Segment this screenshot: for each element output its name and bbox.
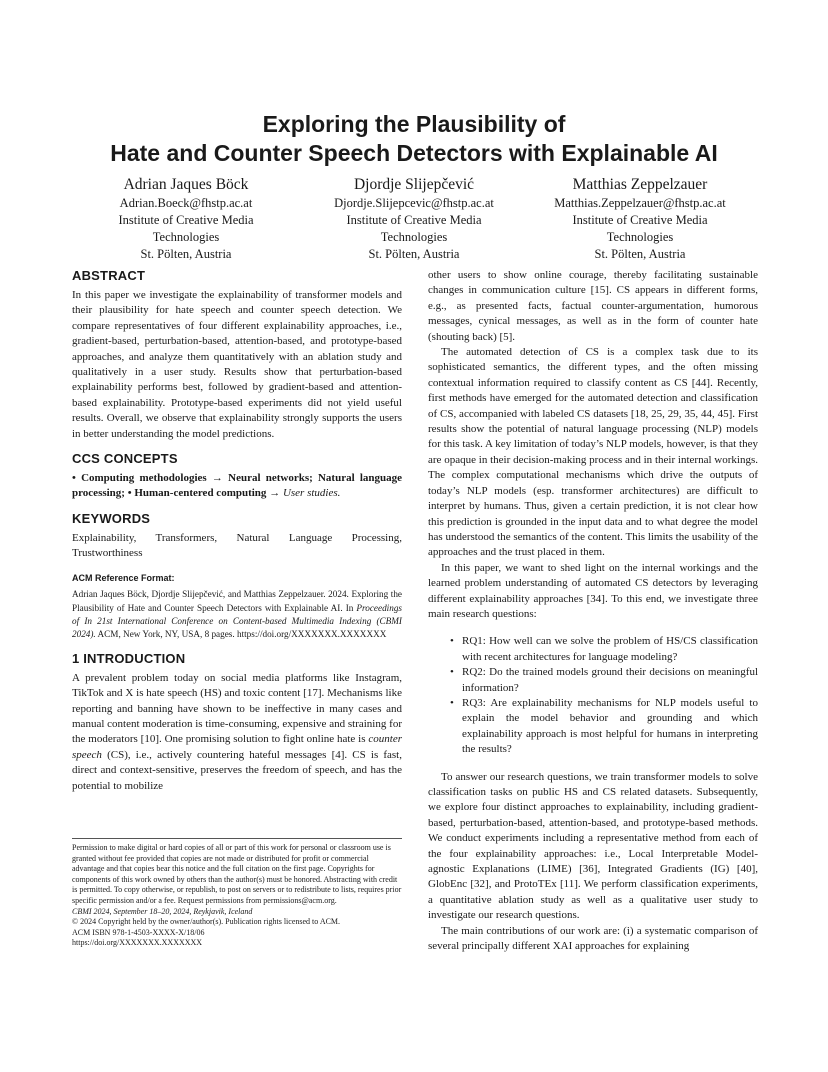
keywords-heading: KEYWORDS bbox=[72, 510, 151, 526]
paragraph: other users to show online courage, thereby facilitating sustainable changes in communication culture [15]. CS appears in different forms, e.g., as presented facts, factual counter-argumentation, humorous messages, cynical messages, as well as in the form of counter hate (shouting back) [5]. bbox=[428, 269, 758, 343]
copyright-footnote bbox=[72, 838, 402, 949]
introduction-heading: 1 INTRODUCTION bbox=[72, 650, 186, 666]
author-institution: Technologies bbox=[606, 230, 674, 244]
abstract-text: In this paper we investigate the explainability of transformer models and their plausibility for hate speech and counter speech detection. We compare representatives of four different explainability approaches, i.e., gradient-based, perturbation-based, attention-based, and prototype-based approaches, and analyze them quantitatively with an ablation study and qualitatively in a user study. Results show that perturbation-based explainability performs best, followed by gradient-based and attention-based explainability. Prototype-based experiments did not yield useful results. Overall, we observe that explainability strongly supports the users in better understanding the model predictions. bbox=[72, 289, 402, 440]
author-name: Adrian Jaques Böck bbox=[123, 176, 249, 193]
paragraph: To answer our research questions, we train transformer models to solve classification tasks on public HS and CS related datasets. Subsequently, we explore four distinct approaches to explainability, including gradient-based, perturbation-based, attention-based, and prototype-based methods. We conduct experiments including a representative method from each of the four explainability approaches: i.e., Local Interpretable Model-agnostic Explanations (LIME) [36], Integrated Gradients (IG) [40], GlobEnc [32], and ProtoTEx [11]. We perform classification experiments, a quantitative ablation study as well as a qualitative user study to investigate our research questions. bbox=[428, 770, 758, 922]
paragraph: The main contributions of our work are: (i) a systematic comparison of several principally different XAI approaches for explaining bbox=[428, 924, 758, 953]
author-institution: Technologies bbox=[380, 230, 448, 244]
keywords-section bbox=[72, 511, 402, 562]
right-column bbox=[428, 268, 758, 954]
keywords-text: Explainability, Transformers, Natural Language Processing, Trustworthiness bbox=[72, 531, 402, 560]
ccs-heading: CCS CONCEPTS bbox=[72, 451, 178, 467]
author-institution: Institute of Creative Media bbox=[572, 213, 708, 227]
author-institution: Institute of Creative Media bbox=[346, 213, 482, 227]
paragraph: The automated detection of CS is a complex task due to its sophisticated semantics, the different types, and the often missing contextual information required to classify content as CS [44]. Recently, first methods have emerged for the automated detection and classification of CS, accompanied with labeled CS datasets [18, 25, 29, 35, 44, 45]. First results show the potential of natural language processing (NLP) models for this task. A key limitation of today’s NLP models, however, is that they are opaque in their decision-making process and in their internal workings. The complex computational mechanisms which drive the outputs of today’s NLP models (esp. transformer architectures) are difficult to interpret by humans. Thus, given a certain prediction, it is not clear how this prediction is grounded in the input data and to what degree the model has understood the semantics of the content. This limits the usability of the approaches and the trust placed in them. bbox=[428, 346, 758, 559]
paragraph: In this paper, we want to shed light on the internal workings and the learned problem understanding of automated CS detectors by leveraging different explainability approaches [34]. To this end, we investigate three main research questions: bbox=[428, 561, 758, 620]
bullet-icon: • bbox=[450, 696, 454, 709]
author-block-3 bbox=[515, 175, 765, 263]
introduction-paragraph: A prevalent problem today on social media platforms like Instagram, TikTok and X is hate speech (HS) and toxic content [17]. Mechanisms like reporting and banning have shown to be ineffective in many cases and manual content moderation is time-consuming, expensive and straining for the moderators [10]. One promising solution to fight online hate is counter speech (CS), i.e., actively countering hateful messages [4]. CS is fast, direct and context-sensitive, preserves the freedom of speech, and has the potential to mobilize bbox=[72, 671, 403, 792]
acm-reference-heading: ACM Reference Format: bbox=[72, 572, 175, 583]
doi-line: https://doi.org/XXXXXXX.XXXXXXX bbox=[72, 938, 203, 948]
author-name: Djordje Slijepčević bbox=[353, 176, 475, 193]
title-line-2: Hate and Counter Speech Detectors with Explainable AI bbox=[110, 140, 718, 166]
list-item: • RQ3: Are explainability mechanisms for NLP models useful to explain the model behavior and grounding and which explainability approach is most helpful for humans in interpreting the results? bbox=[450, 696, 758, 756]
author-block-1 bbox=[61, 175, 311, 263]
acm-reference-text: Adrian Jaques Böck, Djordje Slijepčević, and Matthias Zeppelzauer. 2024. Exploring the Plausibility of Hate and Counter Speech Detectors with Explainable AI. In Proceedings of In 21st International Conference on Content-based Multimedia Indexing (CBMI 2024). ACM, New York, NY, USA, 8 pages. https://doi.org/XXXXXXX.XXXXXXX bbox=[72, 589, 402, 640]
paper-title bbox=[0, 110, 828, 168]
isbn-line: ACM ISBN 978-1-4503-XXXX-X/18/06 bbox=[72, 927, 205, 937]
copyright-line: © 2024 Copyright held by the owner/author(s). Publication rights licensed to ACM. bbox=[72, 917, 341, 927]
author-email: Matthias.Zeppelzauer@fhstp.ac.at bbox=[554, 196, 726, 210]
permission-notice: Permission to make digital or hard copies of all or part of this work for personal or classroom use is granted without fee provided that copies are not made or distributed for profit or commercial advantage and that copies bear this notice and the full citation on the first page. Copyrights for components of this work owned by others than the author(s) must be honored. Abstracting with credit is permitted. To copy otherwise, or republish, to post on servers or to redistribute to lists, requires prior specific permission and/or a fee. Request permissions from permissions@acm.org. bbox=[72, 843, 402, 905]
list-item: • RQ2: Do the trained models ground their decisions on meaningful information? bbox=[450, 666, 758, 694]
author-location: St. Pölten, Austria bbox=[594, 247, 686, 261]
author-email: Adrian.Boeck@fhstp.ac.at bbox=[119, 196, 253, 210]
author-institution: Institute of Creative Media bbox=[118, 213, 254, 227]
author-location: St. Pölten, Austria bbox=[368, 247, 460, 261]
title-line-1: Exploring the Plausibility of bbox=[262, 111, 566, 137]
author-email: Djordje.Slijepcevic@fhstp.ac.at bbox=[334, 196, 494, 210]
author-location: St. Pölten, Austria bbox=[140, 247, 232, 261]
bullet-icon: • bbox=[450, 635, 454, 648]
research-questions-list bbox=[428, 634, 758, 757]
introduction-section bbox=[72, 651, 402, 794]
conference-info: CBMI 2024, September 18–20, 2024, Reykjavik, Iceland bbox=[72, 906, 253, 916]
list-item: • RQ1: How well can we solve the problem of HS/CS classification with recent architectures for language modeling? bbox=[450, 635, 758, 663]
left-column bbox=[72, 268, 402, 794]
author-block-2 bbox=[289, 175, 539, 263]
bullet-icon: • bbox=[450, 666, 454, 679]
author-name: Matthias Zeppelzauer bbox=[572, 176, 708, 193]
abstract-heading: ABSTRACT bbox=[72, 268, 146, 283]
ccs-text: • Computing methodologies → Neural networks; Natural language processing; • Human-centered computing → User studies. bbox=[72, 472, 403, 500]
author-institution: Technologies bbox=[152, 230, 220, 244]
ccs-section bbox=[72, 451, 402, 502]
